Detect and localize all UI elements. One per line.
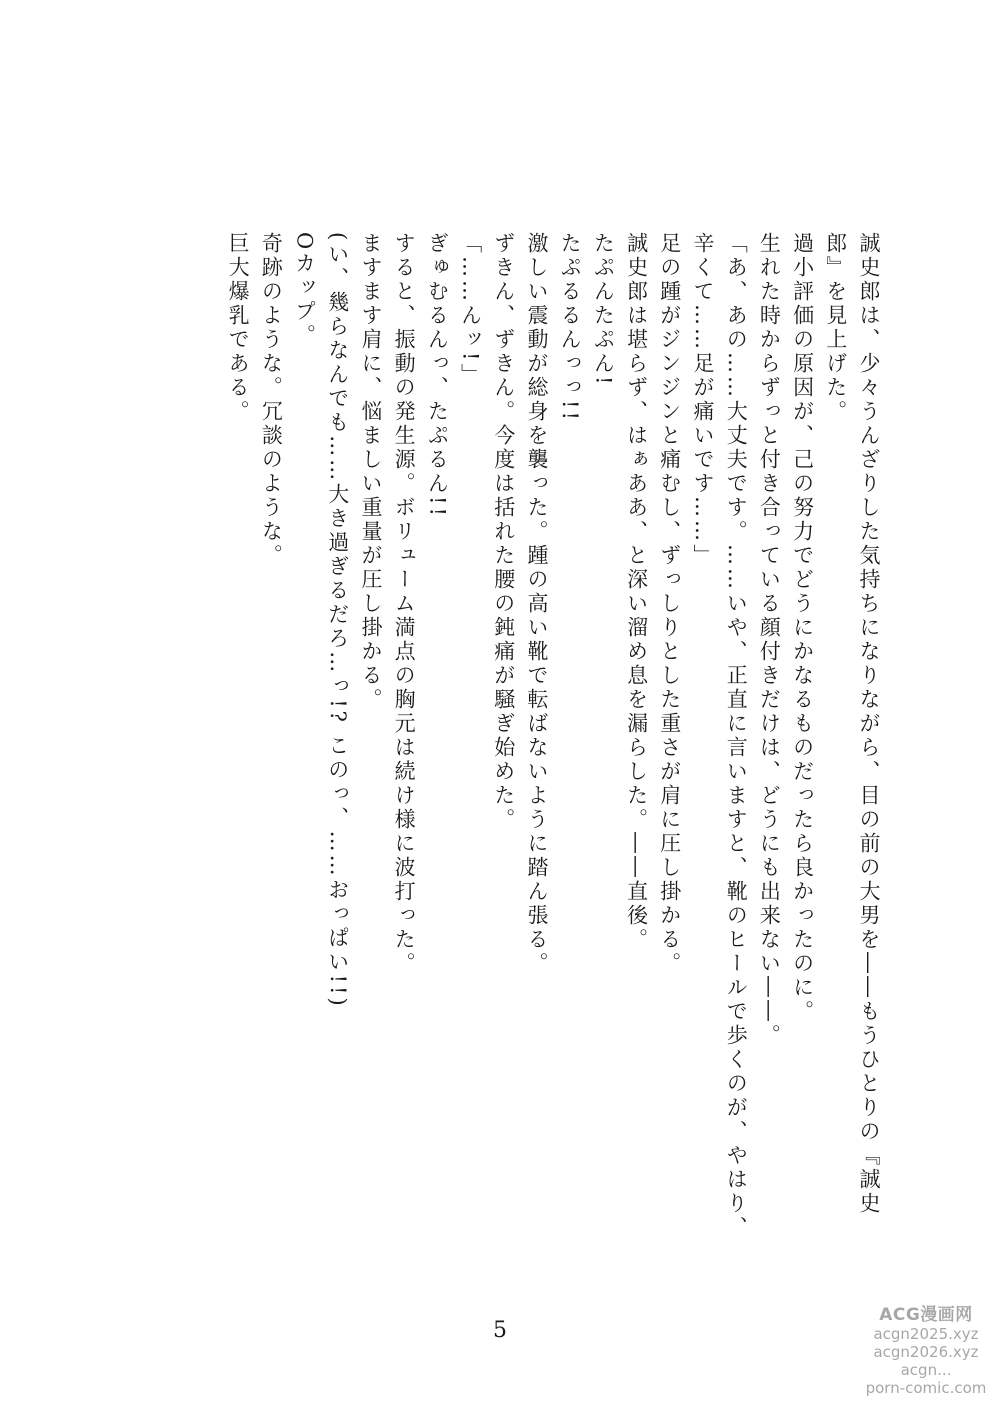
paragraph: ぎゅむるんっ、たぷるん!!: [425, 232, 450, 519]
watermark: [862, 1300, 990, 1397]
paragraph: たぷんたぷん!: [591, 232, 616, 388]
paragraph: ますます肩に、悩ましい重量が圧し掛かる。: [358, 232, 383, 712]
watermark-logo: ACG漫画网: [879, 1305, 973, 1325]
paragraph: (い、幾らなんでも……大き過ぎるだろ…っ!? このっ、……おっぱい!!): [325, 232, 350, 1009]
paragraph: 「あ、あの……大丈夫です。……いや、正直に言いますと、靴のヒールで歩くのが、やはり、辛くて……足が痛いです……」: [690, 232, 749, 1240]
paragraph: 誠史郎は、少々うんざりした気持ちになりながら、目の前の大男を――もうひとりの『誠史郎』を見上げた。: [823, 232, 881, 1216]
watermark-line: acgn2026.xyz: [873, 1343, 979, 1361]
paragraph: 激しい震動が総身を襲った。踵の高い靴で転ばないように踏ん張る。: [524, 232, 549, 976]
paragraph: 巨大爆乳である。: [226, 232, 251, 424]
body-text: [221, 232, 885, 1242]
paragraph: 過小評価の原因が、己の努力でどうにかなるものだったら良かったのに。: [790, 232, 815, 1024]
watermark-line: acgn...: [900, 1361, 952, 1379]
paragraph: 奇跡のような。冗談のような。: [259, 232, 284, 568]
paragraph: 「……んッ!」: [458, 232, 483, 388]
watermark-line: porn-comic.com: [865, 1379, 987, 1397]
paragraph: ずきん、ずきん。今度は括れた腰の鈍痛が騒ぎ始めた。: [491, 232, 516, 832]
paragraph: Oカップ。: [292, 232, 317, 349]
page-number: 5: [493, 1318, 507, 1343]
paragraph: 生れた時からずっと付き合っている顔付きだけは、どうにも出来ない――。: [757, 232, 782, 1048]
paragraph: 誠史郎は堪らず、はぁああ、と深い溜め息を漏らした。――直後。: [624, 232, 649, 952]
paragraph: たぷるるんっっ!!: [558, 232, 583, 423]
paragraph: すると、振動の発生源。ボリューム満点の胸元は続け様に波打った。: [392, 232, 417, 976]
watermark-line: acgn2025.xyz: [873, 1325, 979, 1343]
paragraph: 足の踵がジンジンと痛むし、ずっしりとした重さが肩に圧し掛かる。: [657, 232, 682, 976]
